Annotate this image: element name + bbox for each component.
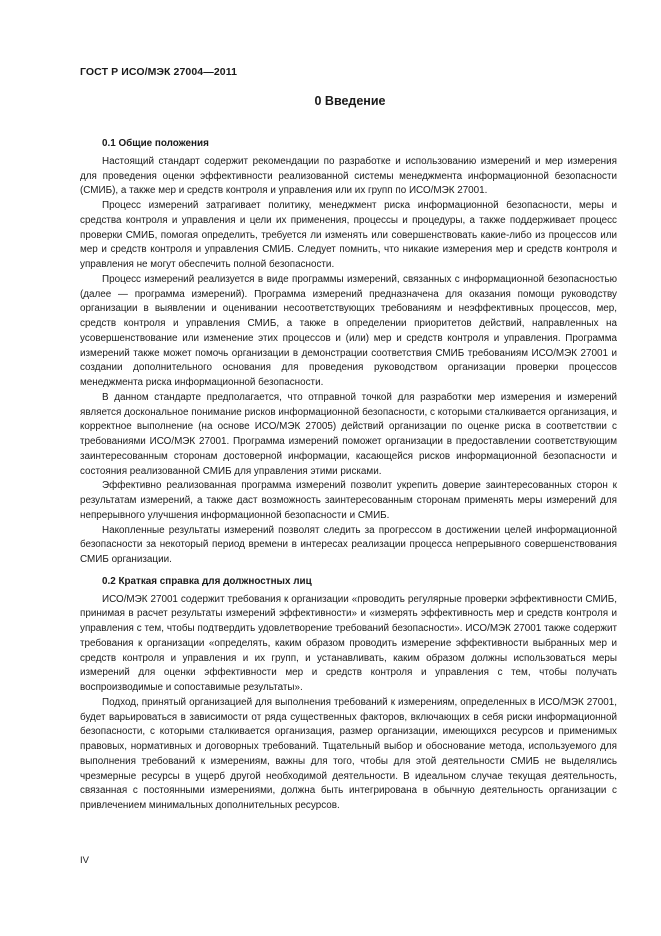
paragraph: Процесс измерений реализуется в виде программы измерений, связанных с информационной безопасностью (далее — программа измерений). Программа измерений предназначена для оказания помощи руководству организации в выявлении и оценивании несоответствующих требованиям и неэффективных процессов, мер, средств контроля и управления СМИБ, а также в определении приоритетов действий, направленных на усовершенствование или изменение этих процессов и (или) мер и средств контроля и управления. Программа измерений также может помочь организации в демонстрации соответствия СМИБ требованиям ИСО/МЭК 27001 и создании дополнительного основания для проведения руководством организации проверки процессов менеджмента риска информационной безопасности. (80, 273, 617, 388)
page-number: IV (80, 855, 89, 866)
paragraph: Процесс измерений затрагивает политику, менеджмент риска информационной безопасности, меры и средства контроля и управления и цели их применения, процессы и процедуры, а также поддерживает процесс проверки СМИБ, помогая определить, требуется ли изменять или совершенствовать какие-либо из процессов или мер и средств контроля и управления СМИБ. Следует помнить, что никакие измерения мер и средств контроля и управления не могут обеспечить полной безопасности. (80, 200, 617, 270)
section-executive-summary (80, 575, 617, 814)
section-general-provisions (80, 137, 617, 568)
content-body (80, 137, 617, 814)
section-spacer (80, 568, 617, 575)
section-heading: 0.1 Общие положения (102, 138, 209, 149)
paragraph: ИСО/МЭК 27001 содержит требования к организации «проводить регулярные проверки эффективности СМИБ, принимая в расчет результаты измерений эффективности» и «измерять эффективность мер и средств контроля и управления с тем, чтобы подтвердить удовлетворение требований безопасности». ИСО/МЭК 27001 также содержит требования к организации «определять, каким образом проводить измерение эффективности выбранных мер и средств контроля и управления и их групп, и устанавливать, каким образом должны использоваться меры измерений для оценки эффективности мер и средств контроля и управления с тем, чтобы получать воспроизводимые и сопоставимые результаты». (80, 593, 617, 693)
paragraph: Накопленные результаты измерений позволят следить за прогрессом в достижении целей информационной безопасности за некоторый период времени в интересах реализации процесса непрерывного совершенствования СМИБ организации. (80, 524, 617, 565)
paragraph: Подход, принятый организацией для выполнения требований к измерениям, определенных в ИСО/МЭК 27001, будет варьироваться в зависимости от ряда существенных факторов, включающих в себя риски информационной безопасности, с которыми сталкивается организация, размер организации, имеющихся ресурсов и применимых правовых, нормативных и договорных требований. Тщательный выбор и обоснование метода, используемого для выполнения требований к измерениям, важны для того, чтобы для этой деятельности СМИБ не выделялись чрезмерные ресурсы в ущерб другой необходимой деятельности. В идеальном случае текущая деятельность, связанная с постоянными измерениями, должна быть интегрирована в обычную деятельность организации с привлечением минимальных дополнительных ресурсов. (80, 696, 617, 811)
paragraph: Эффективно реализованная программа измерений позволит укрепить доверие заинтересованных сторон к результатам измерений, а также даст возможность заинтересованным сторонам применять меры измерений для непрерывного улучшения информационной безопасности и СМИБ. (80, 480, 617, 521)
paragraph: Настоящий стандарт содержит рекомендации по разработке и использованию измерений и мер измерения для проведения оценки эффективности реализованной системы менеджмента информационной безопасности (СМИБ), а также мер и средств контроля и управления или их групп по ИСО/МЭК 27001. (80, 155, 617, 197)
document-header: ГОСТ Р ИСО/МЭК 27004—2011 (80, 66, 238, 78)
page-title: 0 Введение (314, 94, 386, 108)
section-heading: 0.2 Краткая справка для должностных лиц (102, 575, 312, 587)
paragraph: В данном стандарте предполагается, что отправной точкой для разработки мер измерения и измерений является доскональное понимание рисков информационной безопасности, с которыми сталкивается организация, и корректное выполнение (на основе ИСО/МЭК 27005) действий организации по оценке риска в соответствии с требованиями ИСО/МЭК 27001. Программа измерений поможет организации в предоставлении соответствующим заинтересованным сторонам достоверной информации, касающейся рисков информационной безопасности и состояния реализованной СМИБ для управления этими рисками. (80, 391, 617, 477)
